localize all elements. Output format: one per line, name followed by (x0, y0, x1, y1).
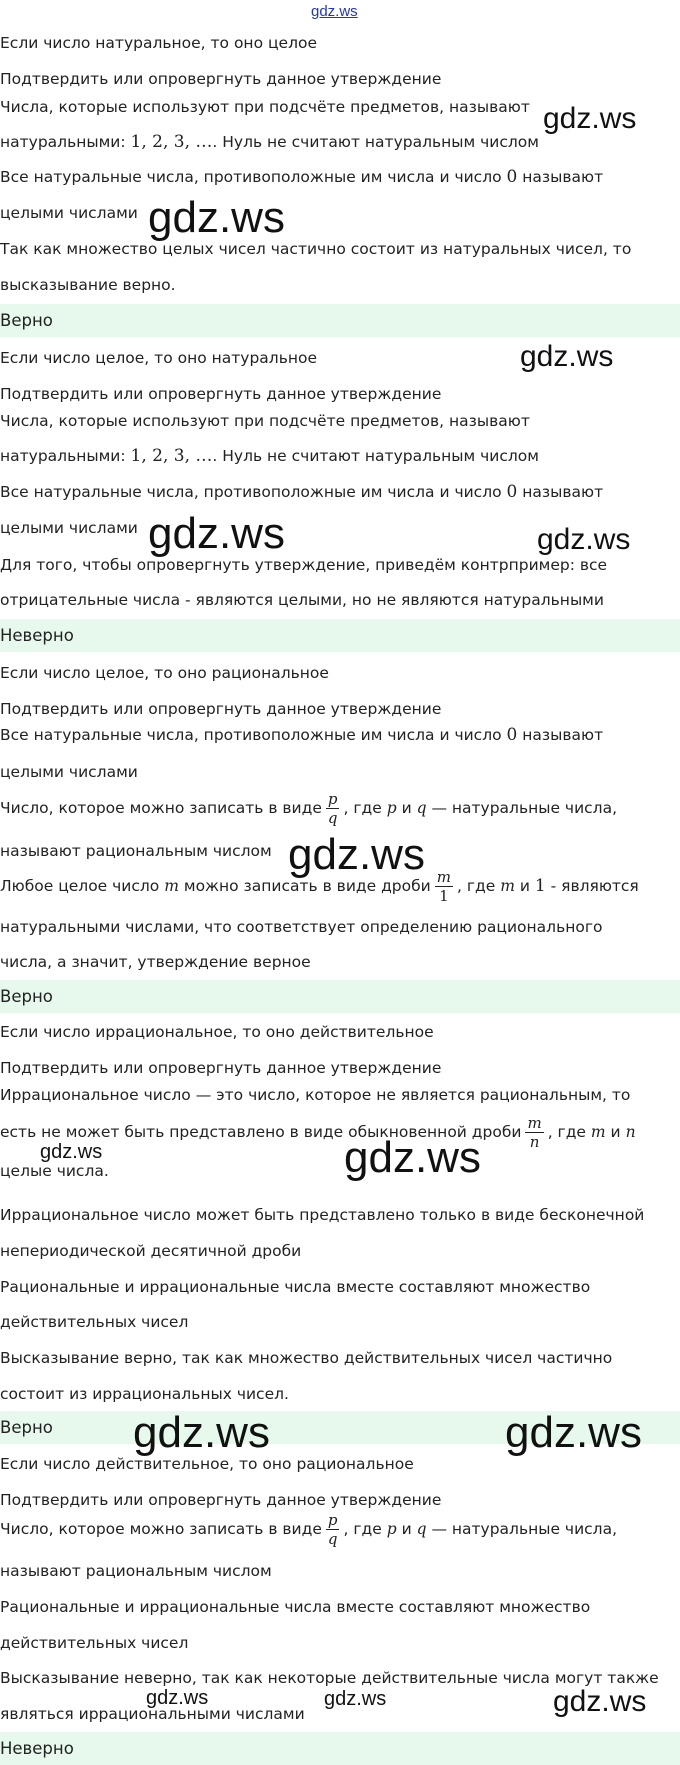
numerator: p (327, 790, 338, 808)
rational-def-where: , где (343, 799, 382, 817)
watermark-top[interactable]: gdz.ws (311, 3, 358, 20)
denominator: n (529, 1133, 540, 1151)
integer-def-suffix: называют (522, 168, 604, 186)
numerator: p (327, 1511, 338, 1529)
reasoning-and: и (519, 877, 530, 895)
reasoning: Высказывание неверно, так как некоторые действительные числа могут также (0, 1669, 659, 1687)
fraction-p-q (326, 1512, 340, 1547)
real-definition: действительных чисел (0, 1634, 189, 1652)
reasoning-text: Любое целое число (0, 877, 160, 895)
reasoning-suffix: - являются (550, 877, 639, 895)
watermark: gdz.ws (324, 1688, 387, 1710)
task-text: Подтвердить или опровергнуть данное утверждение (0, 70, 442, 88)
denominator: q (327, 809, 338, 827)
reasoning-where: , где (456, 877, 496, 895)
denominator: q (327, 1530, 338, 1548)
task-text: Подтвердить или опровергнуть данное утверждение (0, 700, 442, 718)
watermark: gdz.ws (133, 1408, 270, 1457)
irrational-definition: Иррациональное число — это число, которое не является рациональным, то (0, 1086, 631, 1104)
rational-def-text: Число, которое можно записать в виде (0, 799, 322, 817)
verdict-banner: Верно (0, 304, 680, 337)
zero-symbol: 0 (506, 725, 518, 745)
natural-label: натуральными: (0, 133, 126, 151)
natural-label: натуральными: (0, 447, 126, 465)
watermark: gdz.ws (553, 1685, 647, 1718)
integer-definition: целыми числами (0, 519, 138, 537)
integer-definition: целыми числами (0, 204, 138, 222)
watermark: gdz.ws (505, 1408, 642, 1457)
integer-definition: целыми числами (0, 763, 138, 781)
statement: Если число иррациональное, то оно действительное (0, 1023, 434, 1041)
reasoning: Так как множество целых чисел частично состоит из натуральных чисел, то (0, 240, 632, 258)
rational-definition: называют рациональным числом (0, 842, 272, 860)
reasoning: натуральными числами, что соответствует определению рационального (0, 918, 603, 936)
verdict-banner: Верно (0, 1411, 680, 1444)
natural-note: . Нуль не считают натуральным числом (212, 447, 539, 465)
irrational-def-where: , где (547, 1123, 586, 1141)
irrational-representation: непериодической десятичной дроби (0, 1242, 302, 1260)
var-p: p (386, 1520, 397, 1538)
var-q: q (416, 799, 427, 817)
reasoning: Высказывание верно, так как множество действительных чисел частично (0, 1349, 613, 1367)
var-m: m (590, 1123, 606, 1141)
reasoning: Для того, чтобы опровергнуть утверждение, приведём контрпример: все (0, 556, 608, 574)
statement: Если число действительное, то оно рациональное (0, 1455, 414, 1473)
integer-def-text: Все натуральные числа, противоположные им числа и число (0, 168, 502, 186)
irrational-representation: Иррациональное число может быть представлено только в виде бесконечной (0, 1206, 645, 1224)
task-text: Подтвердить или опровергнуть данное утверждение (0, 385, 442, 403)
rational-def-suffix: — натуральные числа, (431, 799, 618, 817)
watermark: gdz.ws (543, 102, 637, 135)
natural-definition (0, 132, 539, 152)
integer-def-suffix: называют (522, 726, 604, 744)
real-definition: действительных чисел (0, 1313, 189, 1331)
task-text: Подтвердить или опровергнуть данное утверждение (0, 1491, 442, 1509)
statement: Если число натуральное, то оно целое (0, 34, 317, 52)
denominator: 1 (439, 887, 449, 905)
watermark: gdz.ws (344, 1133, 481, 1182)
numerator: m (527, 1114, 542, 1132)
reasoning-text: можно записать в виде дроби (183, 877, 431, 895)
statement: Если число целое, то оно натуральное (0, 349, 317, 367)
rational-def-suffix: — натуральные числа, (431, 1520, 618, 1538)
rational-def-and: и (401, 799, 412, 817)
integer-def-text: Все натуральные числа, противоположные им числа и число (0, 726, 502, 744)
natural-note: . Нуль не считают натуральным числом (212, 133, 539, 151)
var-n: n (625, 1123, 636, 1141)
rational-def-where: , где (343, 1520, 382, 1538)
number-one: 1 (534, 876, 546, 896)
fraction-p-q (326, 791, 340, 826)
reasoning: числа, а значит, утверждение верное (0, 953, 311, 971)
var-p: p (386, 799, 397, 817)
reasoning: являться иррациональными числами (0, 1705, 305, 1723)
rational-definition (0, 788, 617, 828)
natural-definition (0, 446, 539, 466)
watermark: gdz.ws (148, 193, 285, 242)
verdict-banner: Верно (0, 980, 680, 1013)
fraction-m-1 (435, 869, 453, 904)
irrational-def-and: и (610, 1123, 621, 1141)
irrational-definition: целые числа. (0, 1162, 109, 1180)
watermark: gdz.ws (148, 509, 285, 558)
verdict-banner: Неверно (0, 1732, 680, 1765)
watermark: gdz.ws (288, 830, 425, 879)
numerator: m (436, 868, 451, 886)
irrational-def-text: есть не может быть представлено в виде обыкновенной дроби (0, 1123, 522, 1141)
rational-definition (0, 1509, 617, 1549)
natural-definition: Числа, которые используют при подсчёте предметов, называют (0, 98, 530, 116)
task-text: Подтвердить или опровергнуть данное утверждение (0, 1059, 442, 1077)
rational-def-and: и (401, 1520, 412, 1538)
verdict-banner: Неверно (0, 619, 680, 652)
reasoning: отрицательные числа - являются целыми, но не являются натуральными (0, 591, 604, 609)
watermark: gdz.ws (40, 1141, 103, 1163)
var-q: q (416, 1520, 427, 1538)
real-definition: Рациональные и иррациональные числа вместе составляют множество (0, 1278, 591, 1296)
zero-symbol: 0 (506, 482, 518, 502)
natural-definition: Числа, которые используют при подсчёте предметов, называют (0, 412, 530, 430)
rational-def-text: Число, которое можно записать в виде (0, 1520, 322, 1538)
watermark: gdz.ws (537, 523, 631, 556)
real-definition: Рациональные и иррациональные числа вместе составляют множество (0, 1598, 591, 1616)
var-m: m (164, 877, 179, 895)
zero-symbol: 0 (506, 167, 518, 187)
integer-def-text: Все натуральные числа, противоположные им числа и число (0, 483, 502, 501)
integer-definition (0, 167, 603, 187)
integer-definition (0, 725, 603, 745)
reasoning: состоит из иррациональных чисел. (0, 1385, 289, 1403)
natural-numbers: 1, 2, 3, … (130, 446, 213, 466)
var-m: m (500, 877, 515, 895)
watermark: gdz.ws (520, 340, 614, 373)
rational-definition: называют рациональным числом (0, 1562, 272, 1580)
watermark: gdz.ws (146, 1687, 209, 1709)
reasoning: высказывание верно. (0, 276, 176, 294)
statement: Если число целое, то оно рациональное (0, 664, 329, 682)
integer-definition (0, 482, 603, 502)
integer-def-suffix: называют (522, 483, 604, 501)
natural-numbers: 1, 2, 3, … (130, 132, 213, 152)
fraction-m-n (525, 1115, 543, 1150)
